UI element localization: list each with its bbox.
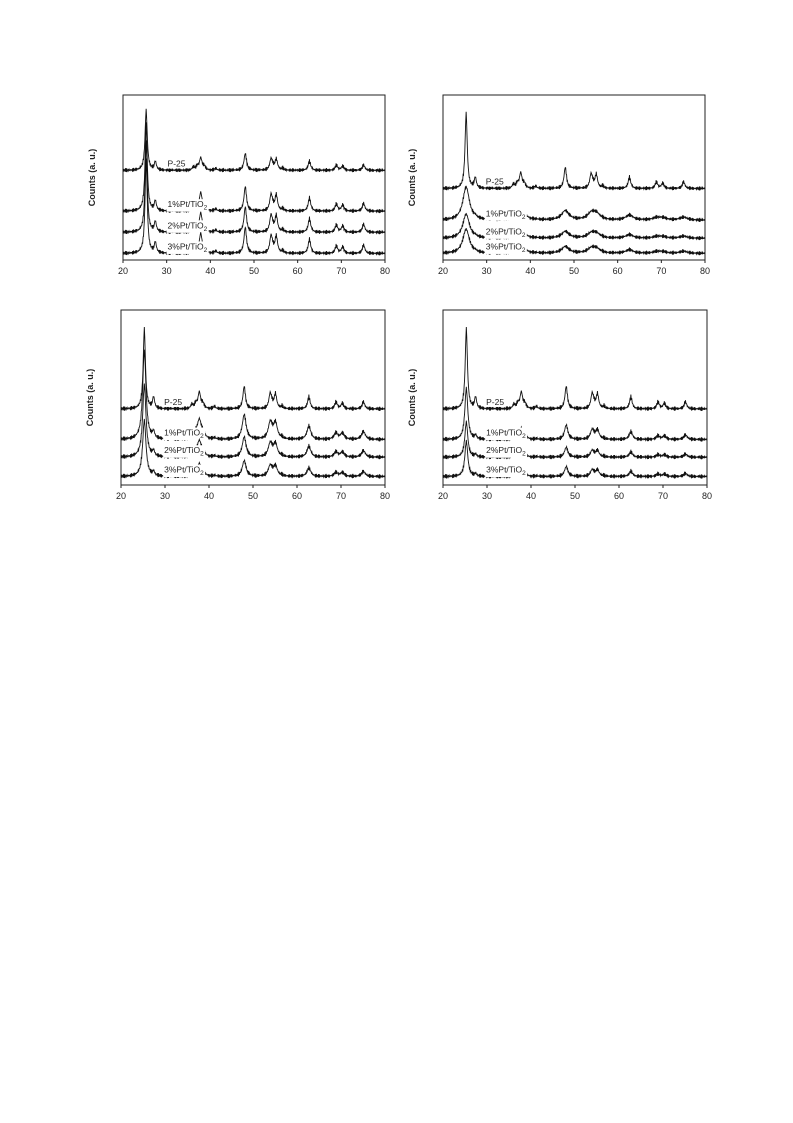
series-label: 1%Pt/TiO$_2$ <box>486 427 526 441</box>
x-tick-label: 50 <box>247 491 259 501</box>
x-tick-label: 20 <box>437 266 449 276</box>
x-tick-label: 20 <box>117 266 129 276</box>
x-tick-label: 30 <box>481 266 492 276</box>
series-line <box>123 159 385 256</box>
plot-frame <box>123 95 385 260</box>
chart-panel-3 <box>85 310 390 501</box>
x-tick-label: 40 <box>525 266 536 276</box>
series-label: 2%Pt/TiO$_2$ <box>485 226 526 239</box>
series-label: 2%Pt/TiO$_2$ <box>486 445 526 458</box>
series-line <box>121 350 385 442</box>
series-line <box>443 112 705 191</box>
x-tick-label: 60 <box>613 491 625 501</box>
chart-panel-4 <box>407 310 712 501</box>
x-tick-label: 60 <box>291 491 303 501</box>
series-label: 3%Pt/TiO$_2$ <box>167 241 208 254</box>
x-tick-label: 50 <box>568 266 580 276</box>
x-tick-label: 20 <box>115 491 127 501</box>
series-line <box>123 140 385 234</box>
y-axis-label: Counts (a. u.) <box>85 368 95 427</box>
series-line <box>121 327 385 411</box>
x-tick-label: 80 <box>701 491 713 501</box>
chart-panel-2 <box>407 95 710 276</box>
x-tick-label: 60 <box>292 266 303 276</box>
x-tick-label: 70 <box>656 266 667 276</box>
series-line <box>443 387 707 442</box>
series-label: P-25 <box>486 396 505 407</box>
series-label: 2%Pt/TiO$_2$ <box>167 220 208 233</box>
x-tick-label: 40 <box>525 491 537 501</box>
plot-frame <box>443 310 707 485</box>
series-label: 2%Pt/TiO$_2$ <box>164 445 204 458</box>
series-label: P-25 <box>164 396 183 407</box>
series-label: 1%Pt/TiO$_2$ <box>167 199 208 212</box>
series-label: 1%Pt/TiO$_2$ <box>485 208 526 221</box>
x-tick-label: 70 <box>336 266 347 276</box>
x-tick-label: 40 <box>205 266 216 276</box>
series-label: P-25 <box>167 158 186 169</box>
series-label: 3%Pt/TiO$_2$ <box>485 241 526 254</box>
series-label: 3%Pt/TiO$_2$ <box>164 464 204 478</box>
x-tick-label: 70 <box>335 491 347 501</box>
x-tick-label: 40 <box>203 491 215 501</box>
x-tick-label: 30 <box>159 491 171 501</box>
x-tick-label: 30 <box>481 491 493 501</box>
plot-frame <box>121 310 385 485</box>
series-line <box>121 419 385 479</box>
x-tick-label: 30 <box>161 266 172 276</box>
series-label: 1%Pt/TiO$_2$ <box>164 427 204 441</box>
series-label: 3%Pt/TiO$_2$ <box>486 464 526 478</box>
series-label: P-25 <box>485 176 504 187</box>
x-tick-label: 60 <box>612 266 623 276</box>
series-line <box>443 327 707 411</box>
x-tick-label: 80 <box>379 266 391 276</box>
x-tick-label: 70 <box>657 491 669 501</box>
x-tick-label: 20 <box>437 491 449 501</box>
x-tick-label: 50 <box>248 266 260 276</box>
x-tick-label: 80 <box>699 266 711 276</box>
y-axis-label: Counts (a. u.) <box>87 148 97 207</box>
x-tick-label: 80 <box>379 491 391 501</box>
x-tick-label: 50 <box>569 491 581 501</box>
series-line <box>443 186 705 222</box>
y-axis-label: Counts (a. u.) <box>407 148 417 207</box>
series-line <box>443 440 707 479</box>
series-line <box>443 228 705 255</box>
series-line <box>123 109 385 173</box>
series-line <box>121 383 385 459</box>
y-axis-label: Counts (a. u.) <box>407 368 417 427</box>
chart-panel-1 <box>87 95 390 276</box>
